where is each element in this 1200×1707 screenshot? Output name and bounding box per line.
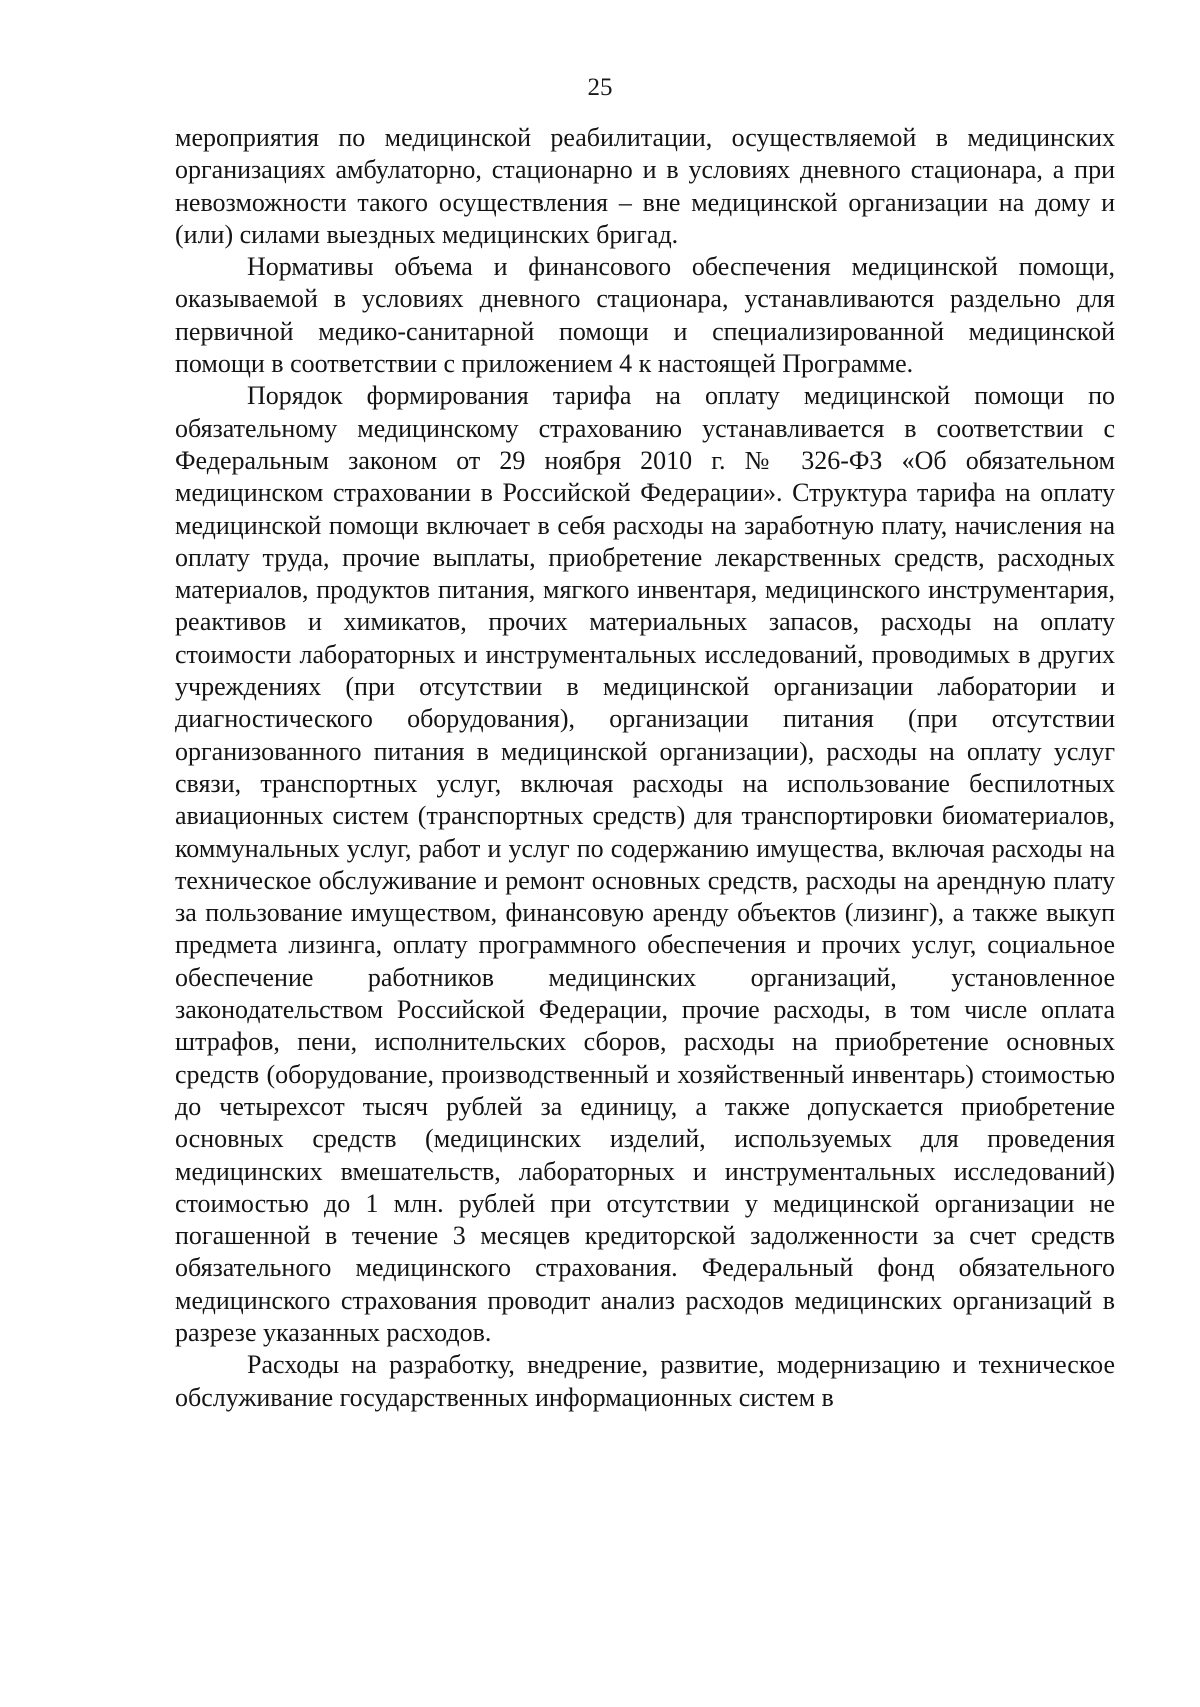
paragraph-information-systems: Расходы на разработку, внедрение, развитие, модернизацию и техническое обслуживание государственных информационных систем в	[175, 1350, 1115, 1412]
paragraph-day-hospital-norms: Нормативы объема и финансового обеспечения медицинской помощи, оказываемой в условиях дневного стационара, устанавливаются раздельно для первичной медико-санитарной помощи и специализированной медицинской помощи в соответствии с приложением 4 к настоящей Программе.	[175, 252, 1115, 379]
document-body	[175, 122, 1115, 1414]
paragraph-tariff-structure: Порядок формирования тарифа на оплату медицинской помощи по обязательному медицинскому страхованию устанавливается в соответствии с Федеральным законом от 29 ноября 2010 г. № 326-ФЗ «Об обязательном медицинском страховании в Российской Федерации». Структура тарифа на оплату медицинской помощи включает в себя расходы на заработную плату, начисления на оплату труда, прочие выплаты, приобретение лекарственных средств, расходных материалов, продуктов питания, мягкого инвентаря, медицинского инструментария, реактивов и химикатов, прочих материальных запасов, расходы на оплату стоимости лабораторных и инструментальных исследований, проводимых в других учреждениях (при отсутствии в медицинской организации лаборатории и диагностического оборудования), организации питания (при отсутствии организованного питания в медицинской организации), расходы на оплату услуг связи, транспортных услуг, включая расходы на использование беспилотных авиационных систем (транспортных средств) для транспортировки биоматериалов, коммунальных услуг, работ и услуг по содержанию имущества, включая расходы на техническое обслуживание и ремонт основных средств, расходы на арендную плату за пользование имуществом, финансовую аренду объектов (лизинг), а также выкуп предмета лизинга, оплату программного обеспечения и прочих услуг, социальное обеспечение работников медицинских организаций, установленное законодательством Российской Федерации, прочие расходы, в том числе оплата штрафов, пени, исполнительских сборов, расходы на приобретение основных средств (оборудование, производственный и хозяйственный инвентарь) стоимостью до четырехсот тысяч рублей за единицу, а также допускается приобретение основных средств (медицинских изделий, используемых для проведения медицинских вмешательств, лабораторных и инструментальных исследований) стоимостью до 1 млн. рублей при отсутствии у медицинской организации не погашенной в течение 3 месяцев кредиторской задолженности за счет средств обязательного медицинского страхования. Федеральный фонд обязательного медицинского страхования проводит анализ расходов медицинских организаций в разрезе указанных расходов.	[175, 381, 1115, 1347]
page-number: 25	[587, 74, 613, 101]
paragraph-continuation: мероприятия по медицинской реабилитации, осуществляемой в медицинских организациях амбулаторно, стационарно и в условиях дневного стационара, а при невозможности такого осуществления – вне медицинской организации на дому и (или) силами выездных медицинских бригад.	[175, 123, 1115, 249]
